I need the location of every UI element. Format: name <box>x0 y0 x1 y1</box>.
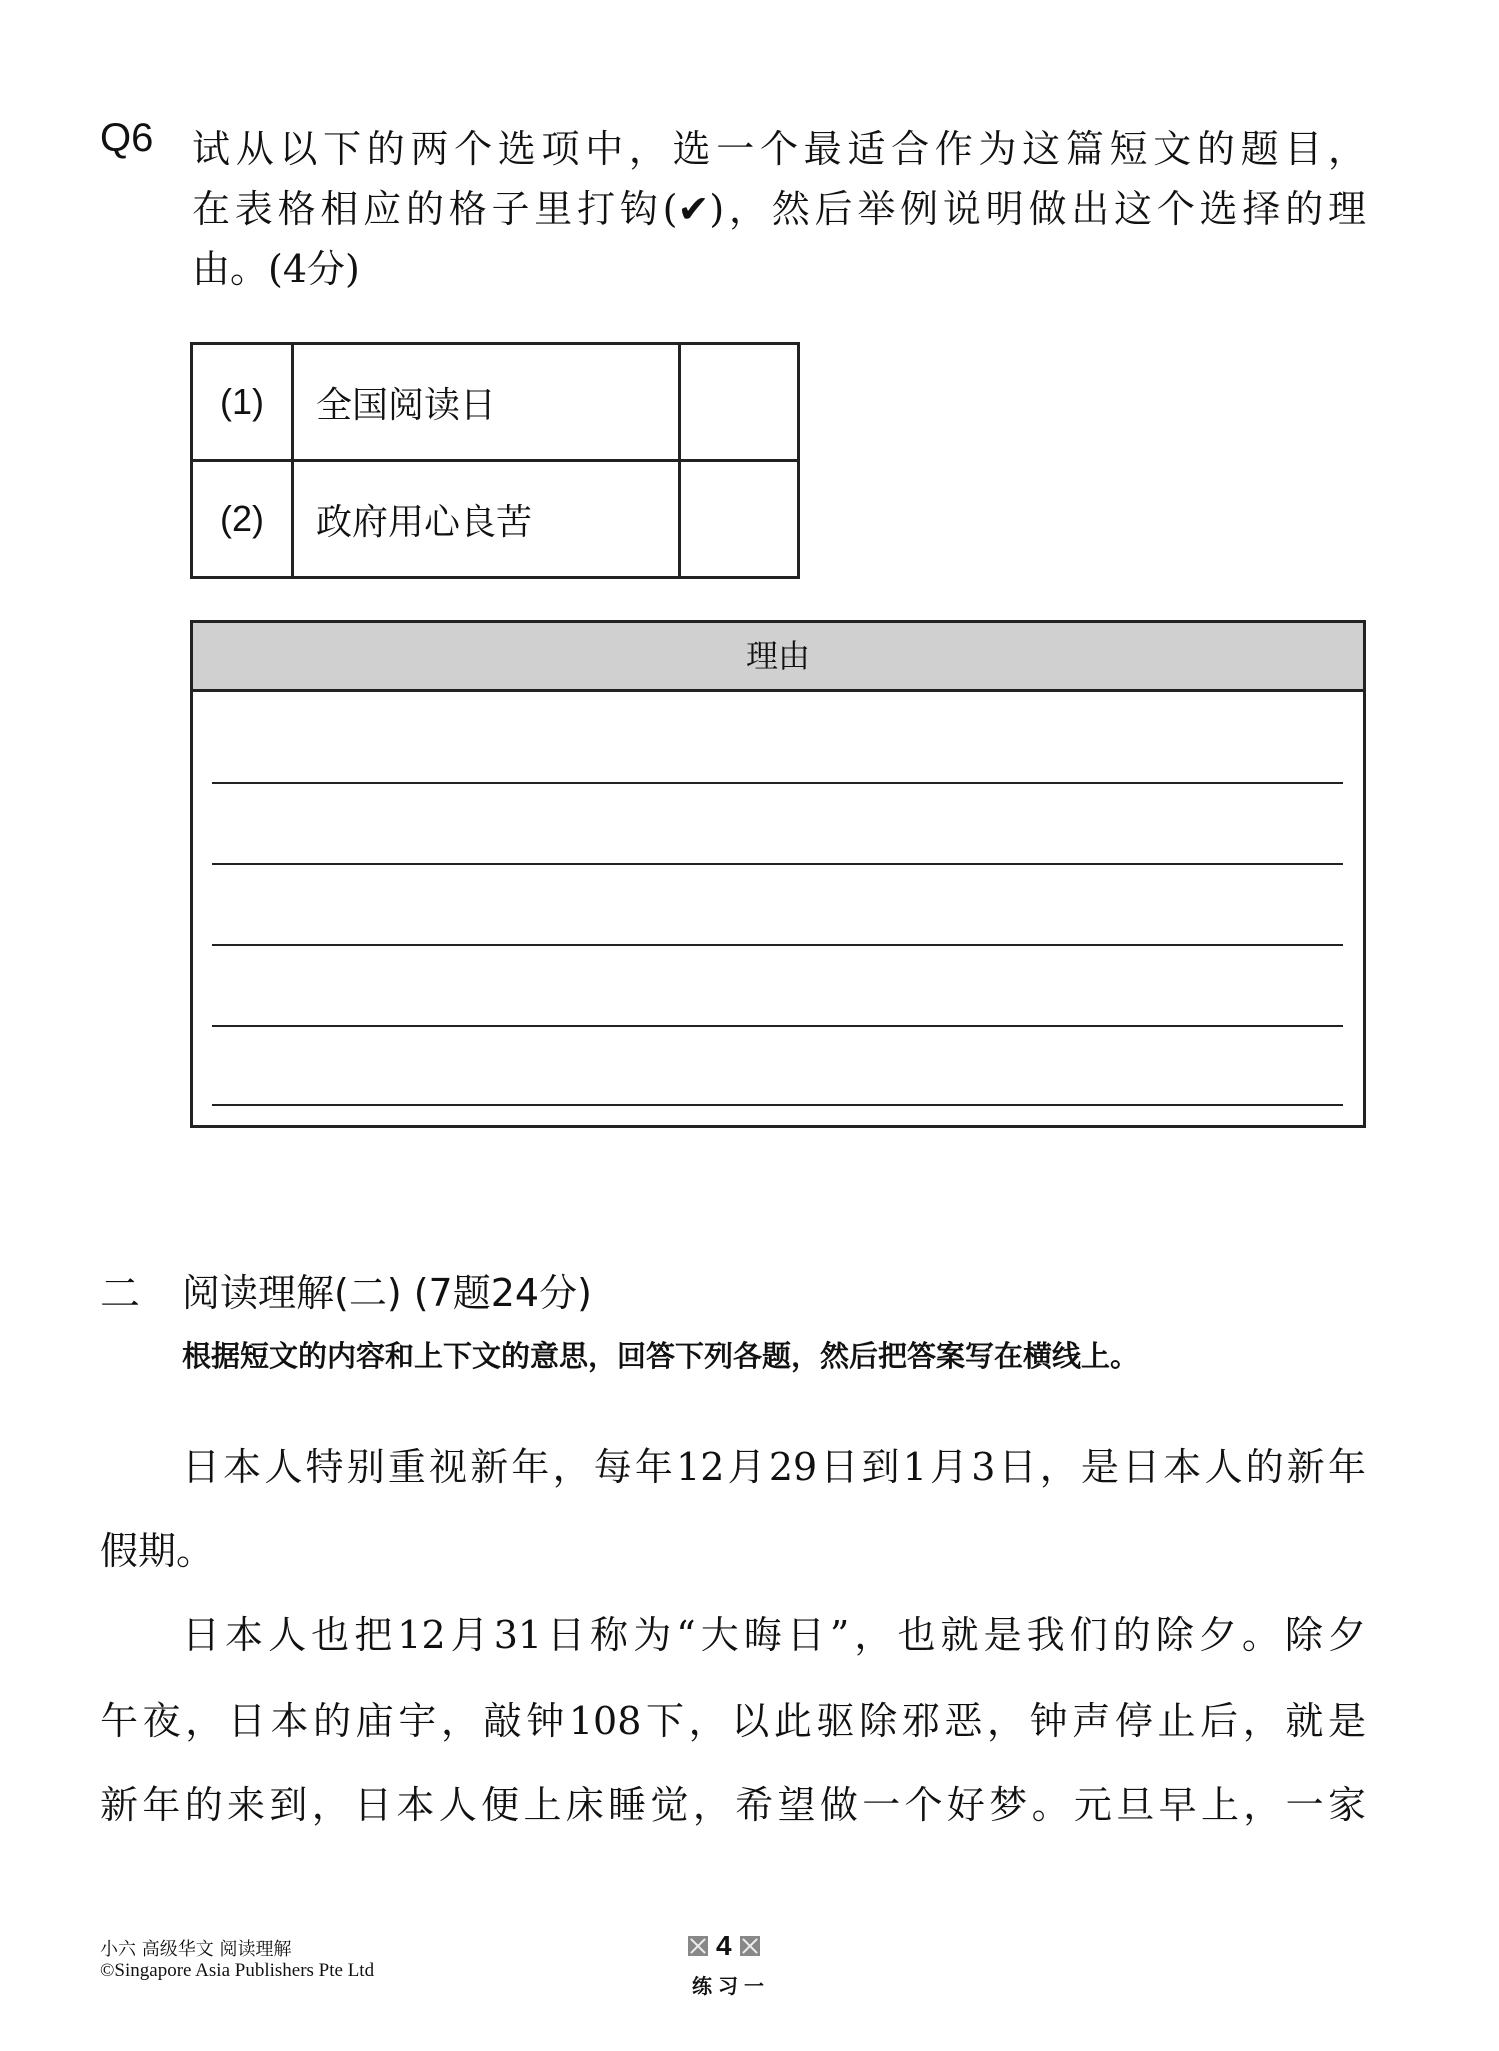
passage-line: 午夜，日本的庙宇，敲钟108下，以此驱除邪恶，钟声停止后，就是 <box>100 1699 1366 1743</box>
question-text-line: 在表格相应的格子里打钩(✔)，然后举例说明做出这个选择的理 <box>192 187 1366 231</box>
option-text: 全国阅读日 <box>293 344 680 461</box>
section-title: 阅读理解(二) (7题24分) <box>182 1271 592 1315</box>
passage-line: 日本人特别重视新年，每年12月29日到1月3日，是日本人的新年 <box>182 1445 1366 1489</box>
answer-line[interactable] <box>212 863 1343 865</box>
page-number-block <box>688 1930 760 1962</box>
option-text: 政府用心良苦 <box>293 461 680 578</box>
copyright: ©Singapore Asia Publishers Pte Ltd <box>100 1960 375 1981</box>
answer-line[interactable] <box>212 944 1343 946</box>
passage-line: 假期。 <box>100 1529 215 1573</box>
page-number: 4 <box>716 1930 732 1961</box>
answer-line[interactable] <box>212 782 1343 784</box>
option-checkbox-cell[interactable] <box>680 344 799 461</box>
question-text-line: 试从以下的两个选项中，选一个最适合作为这篇短文的题目， <box>192 127 1366 171</box>
option-number: (2) <box>192 461 293 578</box>
option-number: (1) <box>192 344 293 461</box>
passage-line: 新年的来到，日本人便上床睡觉，希望做一个好梦。元旦早上，一家 <box>100 1783 1366 1827</box>
ornament-icon <box>688 1936 708 1956</box>
ornament-icon <box>740 1936 760 1956</box>
options-table <box>190 342 800 579</box>
question-number: Q6 <box>100 116 154 160</box>
option-row <box>192 461 799 578</box>
section-number: 二 <box>100 1271 140 1317</box>
option-row <box>192 344 799 461</box>
section-instruction: 根据短文的内容和上下文的意思，回答下列各题，然后把答案写在横线上。 <box>182 1339 1140 1373</box>
reason-header: 理由 <box>193 623 1363 692</box>
exercise-label: 练习一 <box>692 1974 770 1998</box>
book-title: 小六 高级华文 阅读理解 <box>100 1939 292 1960</box>
reason-box <box>190 620 1366 1128</box>
answer-line[interactable] <box>212 1104 1343 1106</box>
passage-line: 日本人也把12月31日称为“大晦日”，也就是我们的除夕。除夕 <box>182 1613 1366 1657</box>
answer-line[interactable] <box>212 1025 1343 1027</box>
option-checkbox-cell[interactable] <box>680 461 799 578</box>
question-text-line: 由。(4分) <box>192 247 360 291</box>
